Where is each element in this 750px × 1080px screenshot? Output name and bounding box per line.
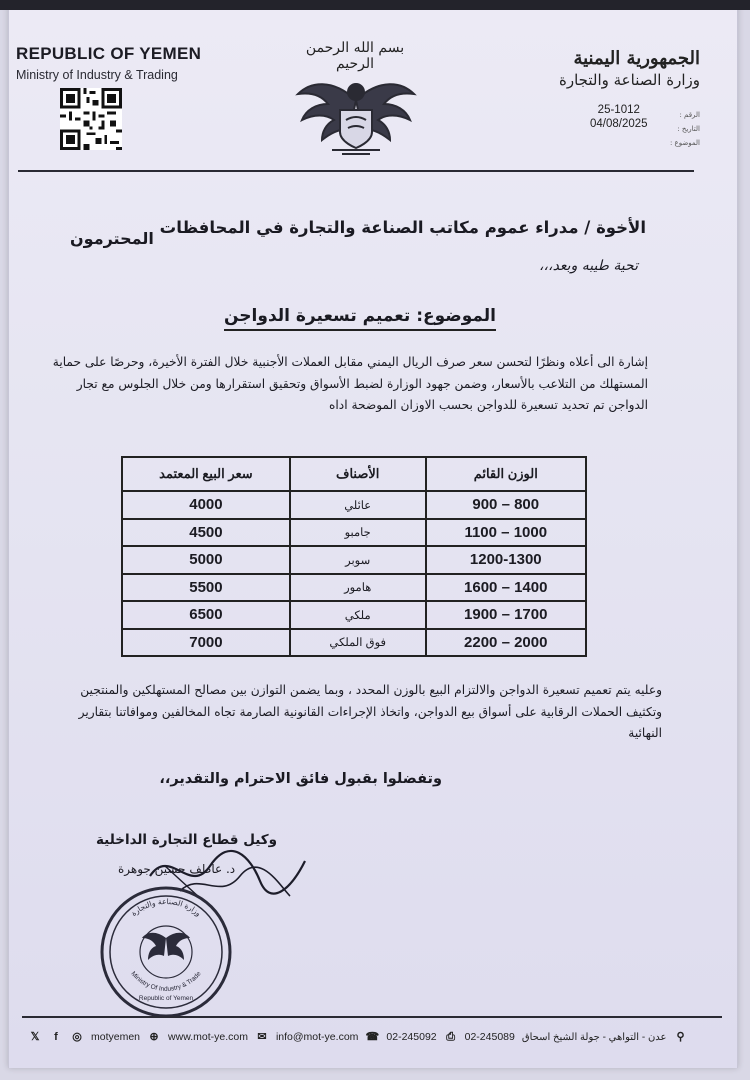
table-row xyxy=(122,491,586,519)
eagle-emblem-icon xyxy=(292,70,420,160)
letter-date: 04/08/2025 xyxy=(590,118,648,130)
location-pin-icon: ⚲ xyxy=(676,1031,685,1043)
row-price: 4500 xyxy=(122,519,290,547)
phone-1[interactable]: 02-245092 xyxy=(386,1031,437,1043)
header-category: الأصناف xyxy=(290,457,426,491)
social-handle[interactable]: motyemen xyxy=(91,1031,141,1043)
ministry-stamp-icon xyxy=(96,882,236,1022)
english-letterhead xyxy=(16,44,201,82)
row-category: فوق الملكي xyxy=(290,629,426,657)
subject-line: الموضوع: تعميم تسعيرة الدواجن xyxy=(224,306,496,331)
en-country: REPUBLIC OF YEMEN xyxy=(16,44,202,63)
twitter-icon[interactable]: 𝕏 xyxy=(30,1031,40,1043)
table-row xyxy=(122,629,586,657)
basmala: بسم الله الرحمن الرحيم xyxy=(305,40,405,72)
table-row xyxy=(122,601,586,629)
reference-block xyxy=(590,103,648,131)
top-edge xyxy=(0,0,750,10)
facebook-icon[interactable]: f xyxy=(54,1031,58,1043)
row-price: 7000 xyxy=(122,629,290,657)
phone-2[interactable]: 02-245089 xyxy=(464,1031,515,1043)
footer-contacts xyxy=(28,1025,718,1049)
row-weight: 2000 – 2200 xyxy=(426,629,586,657)
table-header-row xyxy=(122,457,586,491)
fax-icon: ⎙ xyxy=(446,1031,456,1043)
svg-text:Ministry Of Industry & Trade: Ministry Of Industry & Trade xyxy=(129,970,203,993)
instagram-icon[interactable]: ◎ xyxy=(72,1031,82,1043)
row-price: 5000 xyxy=(122,546,290,574)
en-ministry: Ministry of Industry & Trading xyxy=(16,68,178,82)
greeting: تحية طيبه وبعد،،، xyxy=(539,258,638,274)
signatory-title: وكيل قطاع التجارة الداخلية xyxy=(96,832,277,848)
row-weight: 1700 – 1900 xyxy=(426,601,586,629)
ar-ministry: وزارة الصناعة والتجارة xyxy=(559,71,700,89)
phone-icon: ☎ xyxy=(365,1031,380,1043)
header-price: سعر البيع المعتمد xyxy=(122,457,290,491)
closing-line: وتفضلوا بقبول فائق الاحترام والتقدير،، xyxy=(159,771,442,787)
website-link[interactable]: www.mot-ye.com xyxy=(168,1031,248,1043)
table-row xyxy=(122,546,586,574)
addressee: الأخوة / مدراء عموم مكاتب الصناعة والتجارة في المحافظات xyxy=(159,218,646,237)
row-category: هامور xyxy=(290,574,426,602)
decision-paragraph: وعليه يتم تعميم تسعيرة الدواجن والالتزام البيع بالوزن المحدد ، وبما يضمن التوازن بين مصالح المستهلكين والمنتجين وتكثيف الحملات الرقابية على أسواق بيع الدواجن، واتخاذ الإجراءات القانونية الصارمة تجاه المخالفين وموافاتنا بتقارير النهائية xyxy=(78,683,662,740)
footer-divider xyxy=(22,1016,722,1018)
svg-text:وزارة الصناعة والتجارة: وزارة الصناعة والتجارة xyxy=(129,896,203,918)
row-price: 5500 xyxy=(122,574,290,602)
qr-code-icon xyxy=(60,88,122,150)
row-price: 6500 xyxy=(122,601,290,629)
ref-label-number: الرقم : xyxy=(679,111,700,119)
poultry-price-table xyxy=(121,456,587,657)
row-weight: 1400 – 1600 xyxy=(426,574,586,602)
email-link[interactable]: info@mot-ye.com xyxy=(275,1031,359,1043)
ar-country: الجمهورية اليمنية xyxy=(573,48,700,69)
row-category: ملكي xyxy=(290,601,426,629)
email-icon: ✉ xyxy=(257,1031,267,1043)
ref-label-subject: الموضوع : xyxy=(669,139,700,147)
table-row xyxy=(122,519,586,547)
row-price: 4000 xyxy=(122,491,290,519)
respected: المحترمون xyxy=(70,229,154,248)
row-weight: 1000 – 1100 xyxy=(426,519,586,547)
svg-text:Republic of Yemen: Republic of Yemen xyxy=(138,995,194,1002)
row-category: عائلي xyxy=(290,491,426,519)
row-category: جامبو xyxy=(290,519,426,547)
arabic-letterhead xyxy=(559,48,700,89)
reference-labels xyxy=(660,108,700,150)
row-weight: 800 – 900 xyxy=(426,491,586,519)
row-weight: 1200-1300 xyxy=(426,546,586,574)
reference-number: 25-1012 xyxy=(597,104,640,116)
table-row xyxy=(122,574,586,602)
signatory-name: د. عاطف حسين جوهرة xyxy=(118,862,236,876)
globe-icon: ⊕ xyxy=(149,1031,159,1043)
intro-paragraph: إشارة الى أعلاه ونظرًا لتحسن سعر صرف الريال اليمني مقابل العملات الأجنبية خلال الفترة الأخيرة، وحرصًا على حماية المستهلك من التلاعب بالأسعار، وضمن جهود الوزارة لضبط الأسواق وتحقيق استقرارها ومن خلال الجلوس مع تجار الدواجن تم تحديد تسعيرة للدواجن بحسب الاوزان الموضحة اداه xyxy=(52,355,648,412)
header-divider xyxy=(18,170,694,172)
row-category: سوبر xyxy=(290,546,426,574)
ref-label-date: التاريخ : xyxy=(677,125,700,133)
header-weight: الوزن القائم xyxy=(426,457,586,491)
address: عدن - التواهي - جولة الشيخ اسحاق xyxy=(521,1031,667,1043)
